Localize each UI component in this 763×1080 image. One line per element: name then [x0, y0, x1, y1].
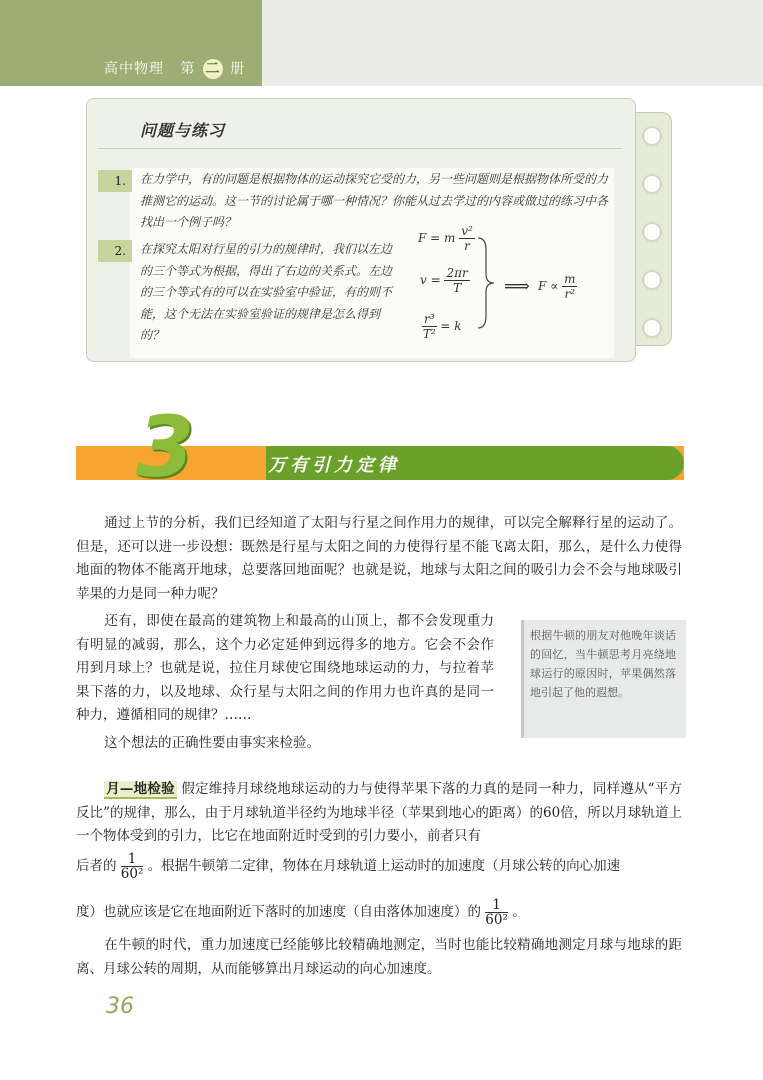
- binder-ring: [642, 318, 662, 338]
- binder-ring: [642, 222, 662, 242]
- question-2-text: 在探究太阳对行星的引力的规律时，我们以左边的三个等式为根据，得出了右边的关系式。左边的三个等式有的可以在实验室中验证，有的则不能，这个无法在实验室验证的规律是怎么得到的？: [140, 242, 393, 342]
- binder-ring: [642, 174, 662, 194]
- formula-velocity: v = $\frac{2\pi r}{T}$: [420, 266, 468, 295]
- running-header: [104, 58, 245, 79]
- side-note-text: 根据牛顿的朋友对他晚年谈话的回忆，当牛顿思考月亮绕地球运行的原因时，苹果偶然落地引起了他的遐想。: [530, 629, 676, 699]
- part-prefix: 第: [180, 61, 196, 77]
- question-1-number: 1.: [98, 170, 132, 192]
- part-suffix: 册: [230, 61, 246, 77]
- formula-force: F = m $\frac{\text{v²}}{r}$: [418, 224, 473, 253]
- brace-icon: [474, 236, 496, 330]
- question-1-text: 在力学中，有的问题是根据物体的运动探究它受的力，另一些问题则是根据物体所受的力推测它的运动。这一节的讨论属于哪一种情况？你能从过去学过的内容或做过的练习中各找出一个例子吗？: [140, 172, 609, 229]
- exercise-title: 问题与练习: [140, 121, 226, 140]
- paragraph-1: 通过上节的分析，我们已经知道了太阳与行星之间作用力的规律，可以完全解释行星的运动了。但是，还可以进一步设想：既然是行星与太阳之间的力使得行星不能飞离太阳，那么，是什么力使得地面的物体不能离开地球，总要落回地面呢？也就是说，地球与太阳之间的吸引力会不会与地球吸引苹果的力是同一种力呢？: [76, 515, 682, 602]
- paragraph-4: 月—地检验 假定维持月球绕地球运动的力与使得苹果下落的力真的是同一种力，同样遵从“平方反比”的规律，那么，由于月球轨道半径约为地球半径（苹果到地心的距离）的60倍，所以月球轨道上一个物体受到的引力，比它在地面附近时受到的引力要小，前者只有: [76, 781, 683, 844]
- exercise-divider: [98, 148, 622, 149]
- book-title: 高中物理: [104, 61, 164, 77]
- paragraph-4-cont: 后者的 $\frac{1}{\text{60²}}$ 。根据牛顿第二定律，物体在月球轨道上运动时的加速度（月球公转的向心加速: [76, 851, 621, 882]
- implies-arrow: ⟹: [504, 276, 530, 297]
- page-number: 36: [106, 994, 134, 1019]
- paragraph-3: 这个想法的正确性要由事实来检验。: [104, 735, 320, 751]
- formula-result: F ∝ $\frac{m}{\text{r²}}$: [538, 272, 576, 301]
- fraction-one-over-60-squared: $\frac{1}{\text{60²}}$: [120, 851, 144, 882]
- formula-kepler: $\frac{\text{r³}}{\text{T²}}$ = k: [422, 312, 462, 341]
- part-number-badge: 二: [203, 59, 223, 79]
- header-band-right: [262, 0, 763, 86]
- section-title: 万有引力定律: [268, 455, 400, 476]
- paragraph-2: 还有，即使在最高的建筑物上和最高的山顶上，都不会发现重力有明显的减弱，那么，这个力必定延伸到远得多的地方。它会不会作用到月球上？也就是说，拉住月球使它围绕地球运动的力，与拉着苹果下落的力，以及地球、众行星与太阳之间的作用力也许真的是同一种力，遵循相同的规律？……: [76, 613, 494, 723]
- section-number: 3: [136, 398, 195, 496]
- question-2-number: 2.: [98, 240, 132, 262]
- moon-earth-test-label: 月—地检验: [106, 781, 175, 797]
- paragraph-5: 在牛顿的时代，重力加速度已经能够比较精确地测定，当时也能比较精确地测定月球与地球的距离、月球公转的周期，从而能够算出月球运动的向心加速度。: [76, 937, 682, 977]
- binder-ring: [642, 126, 662, 146]
- paragraph-4-end: 度）也就应该是它在地面附近下落时的加速度（自由落体加速度）的 $\frac{1}{\text{60²}}$ 。: [76, 897, 526, 928]
- binder-ring: [642, 270, 662, 290]
- fraction-one-over-60-squared: $\frac{1}{\text{60²}}$: [485, 897, 508, 928]
